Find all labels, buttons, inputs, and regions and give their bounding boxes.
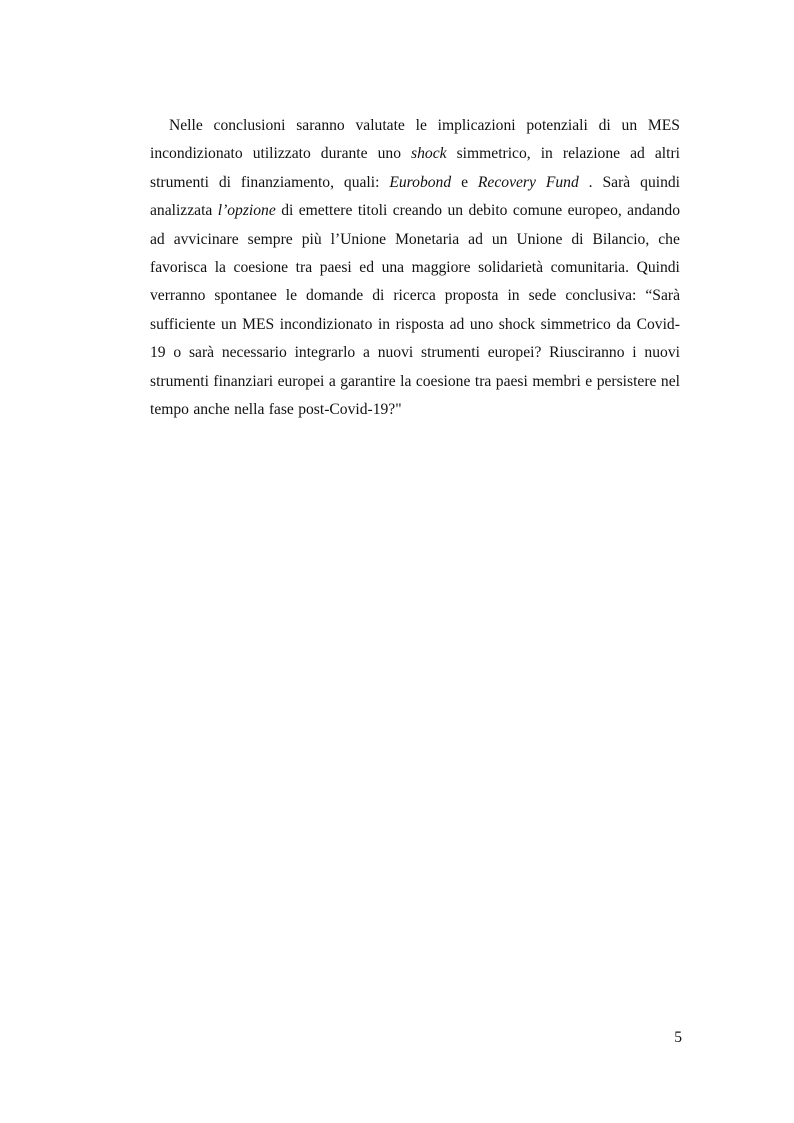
word: quindi [640, 173, 680, 191]
word: “Sarà [645, 287, 680, 305]
word: persistere [596, 372, 657, 390]
word: un [447, 202, 464, 220]
word: saranno [296, 117, 345, 134]
word: ad [630, 145, 645, 163]
word: a [362, 344, 370, 362]
word: Monetaria [395, 230, 460, 248]
word: simmetrico, [456, 145, 531, 163]
word: integrarlo [294, 344, 356, 362]
word: anche [193, 400, 230, 418]
word: necessario [221, 344, 287, 362]
word: sufficiente [150, 315, 216, 333]
word: risposta [395, 315, 445, 333]
word: strumenti [421, 344, 480, 362]
word: Unione [516, 230, 563, 248]
word: europeo, [567, 202, 622, 220]
word: altri [654, 145, 680, 163]
text-line [150, 396, 680, 424]
word: relazione [562, 145, 621, 163]
word: europei [277, 372, 325, 390]
word: fase [268, 400, 294, 418]
text-line [150, 112, 680, 140]
text-line [150, 254, 680, 282]
text-line [150, 197, 680, 225]
word: shock [498, 315, 536, 333]
word: comune [512, 202, 563, 220]
word: andando [627, 202, 680, 220]
word: valutate [355, 117, 405, 134]
word: strumenti [150, 372, 209, 390]
italic-word: Fund [545, 173, 579, 191]
page-number: 5 [674, 1029, 682, 1046]
text-line [150, 226, 680, 254]
italic-word: shock [411, 145, 447, 163]
word: paesi [495, 372, 528, 390]
word: . [588, 173, 593, 191]
word: solidarietà [478, 258, 544, 276]
word: Bilancio, [592, 230, 650, 248]
word: nuovi [377, 344, 414, 362]
word: di [281, 202, 294, 220]
word: Nelle [169, 117, 203, 134]
word: una [381, 258, 405, 276]
word: le [415, 117, 427, 134]
word: nel [660, 372, 680, 390]
word: sempre [247, 230, 293, 248]
word: o [173, 344, 182, 362]
word: membri [532, 372, 581, 390]
word: l’Unione [330, 230, 387, 248]
italic-word: Recovery [477, 173, 536, 191]
word: in [540, 145, 553, 163]
word: coesione [233, 258, 289, 276]
word: Quindi [636, 258, 680, 276]
word: avvicinare [173, 230, 239, 248]
word: simmetrico [540, 315, 611, 333]
word: e [585, 372, 593, 390]
word: la [214, 258, 226, 276]
word: di [571, 230, 584, 248]
word: incondizionato [279, 315, 373, 333]
word: più [301, 230, 322, 248]
word: domande [306, 287, 364, 305]
word: durante [320, 145, 368, 163]
word: tra [295, 258, 313, 276]
word: paesi [319, 258, 352, 276]
word: 19 [150, 344, 166, 362]
word: uno [469, 315, 494, 333]
word: un [221, 315, 237, 333]
text-line [150, 339, 680, 367]
word: le [285, 287, 298, 305]
word: e [461, 173, 468, 191]
word: in [377, 315, 391, 333]
word: conclusioni [213, 117, 286, 134]
word: tempo [150, 400, 189, 418]
word: tra [474, 372, 492, 390]
word: emettere [298, 202, 353, 220]
body-paragraph [150, 112, 680, 424]
word: di [218, 173, 231, 191]
word: titoli [357, 202, 388, 220]
word: ed [359, 258, 375, 276]
word: analizzata [150, 202, 213, 220]
word: utilizzato [252, 145, 311, 163]
word: in [507, 287, 520, 305]
word: coesione [415, 372, 471, 390]
word: finanziari [213, 372, 274, 390]
word: ad [449, 315, 465, 333]
word: potenziali [526, 117, 588, 134]
text-line [150, 311, 680, 339]
word: di [598, 117, 611, 134]
word: quali: [343, 173, 380, 191]
word: a [328, 372, 336, 390]
word: incondizionato [150, 145, 243, 163]
word: un [621, 117, 638, 134]
text-line [150, 368, 680, 396]
word: la [400, 372, 412, 390]
word: di [372, 287, 385, 305]
word: Covid- [636, 315, 680, 333]
word: verranno [150, 287, 206, 305]
word: che [658, 230, 680, 248]
word: spontanee [214, 287, 277, 305]
word: nella [234, 400, 265, 418]
word: da [616, 315, 632, 333]
word: post-Covid-19?" [298, 400, 402, 418]
word: finanziamento, [240, 173, 334, 191]
word: ricerca [393, 287, 436, 305]
word: MES [242, 315, 275, 333]
italic-word: Eurobond [389, 173, 452, 191]
word: implicazioni [437, 117, 516, 134]
text-line [150, 282, 680, 310]
word: ad [468, 230, 483, 248]
word: strumenti [150, 173, 209, 191]
word: europei? [487, 344, 542, 362]
word: i [632, 344, 637, 362]
word: conclusiva: [565, 287, 637, 305]
word: sede [528, 287, 557, 305]
word: nuovi [644, 344, 680, 362]
word: comunitaria. [550, 258, 629, 276]
italic-word: l’opzione [217, 202, 276, 220]
text-line [150, 140, 680, 168]
word: proposta [444, 287, 499, 305]
word: sarà [188, 344, 215, 362]
word: MES [647, 117, 680, 134]
word: ad [150, 230, 165, 248]
word: maggiore [411, 258, 471, 276]
word: creando [392, 202, 443, 220]
word: Sarà [602, 173, 631, 191]
word: favorisca [150, 258, 208, 276]
word: un [491, 230, 508, 248]
word: debito [468, 202, 508, 220]
word: garantire [340, 372, 396, 390]
text-line [150, 169, 680, 197]
word: Riusciranno [549, 344, 625, 362]
word: uno [377, 145, 401, 163]
